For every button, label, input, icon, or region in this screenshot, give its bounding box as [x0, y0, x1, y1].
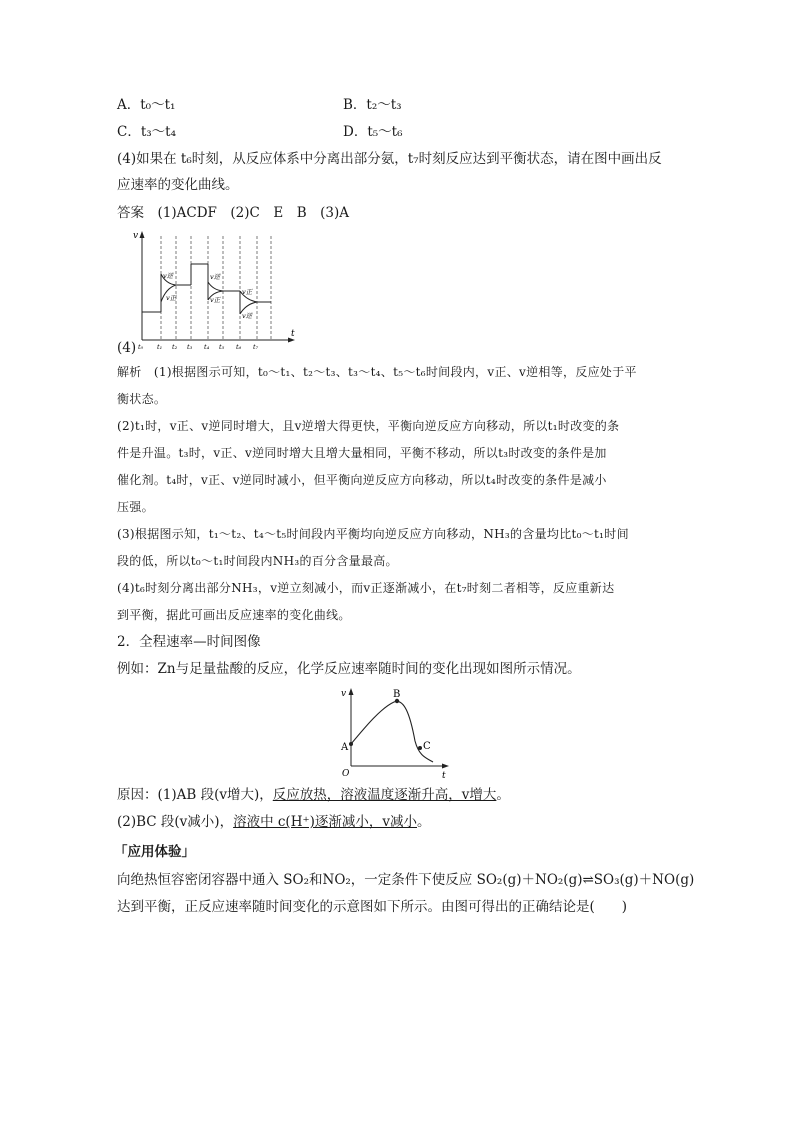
- analysis-p2-line3: 催化剂。t₄时，v正、v逆同时减小，但平衡向逆反应方向移动，所以t₄时改变的条件是减小: [117, 473, 607, 487]
- question-4-line1: (4)如果在 t₆时刻，从反应体系中分离出部分氨，t₇时刻反应达到平衡状态，请在图中画出反: [117, 151, 662, 167]
- reason-line2-underlined: 溶液中 c(H⁺)逐渐减小，v减小: [233, 814, 417, 830]
- graph2-x-arrow: [442, 764, 449, 769]
- rate-time-graph-1: [130, 228, 300, 352]
- analysis-p3-line2: 段的低，所以t₀～t₁时间段内NH₃的百分含量最高。: [117, 554, 398, 568]
- graph1-tick-t1: t₁: [157, 343, 163, 351]
- graph1-label-3: v逆: [210, 273, 221, 281]
- analysis-p3-line1: (3)根据图示知，t₁～t₂、t₄～t₅时间段内平衡均向逆反应方向移动，NH₃的含量均比t₀～t₁时间: [117, 527, 629, 541]
- reason-line2-prefix: (2)BC 段(v减小)，: [117, 814, 234, 830]
- answer-line: 答案 (1)ACDF (2)C E B (3)A: [117, 205, 349, 221]
- analysis-p1-line1: 解析 (1)根据图示可知，t₀～t₁、t₂～t₃、t₃～t₄、t₅～t₆时间段内，v正、v逆相等，反应处于平: [117, 365, 637, 379]
- experience-bracket-left: 「: [114, 844, 128, 860]
- experience-line1: 向绝热恒容密闭容器中通入 SO₂和NO₂，一定条件下使反应 SO₂(g)＋NO₂(g)⇌SO₃(g)＋NO(g): [117, 872, 695, 888]
- graph1-label-5: v正: [242, 288, 253, 296]
- graph2-x-label: t: [442, 771, 446, 780]
- graph2-y-arrow: [349, 688, 354, 695]
- experience-heading: [114, 842, 195, 862]
- graph1-label-4: v正: [210, 296, 221, 304]
- graph1-tick-t4: t₄: [204, 343, 210, 351]
- option-b: B．t₂～t₃: [343, 97, 402, 113]
- graph2-point-c-dot: [418, 746, 422, 750]
- section-2-title: 2．全程速率—时间图像: [117, 634, 261, 650]
- graph2-point-a-label: A: [341, 742, 349, 753]
- graph1-tick-t6: t₆: [236, 343, 242, 351]
- graph1-x-label: t: [291, 329, 295, 339]
- graph1-tick-t5: t₅: [219, 343, 225, 351]
- analysis-p4-line1: (4)t₆时刻分离出部分NH₃，v逆立刻减小，而v正逐渐减小，在t₇时刻二者相等，反应重新达: [117, 581, 615, 595]
- analysis-p2-line1: (2)t₁时，v正、v逆同时增大，且v逆增大得更快，平衡向逆反应方向移动，所以t₁时改变的条: [117, 419, 620, 433]
- experience-bracket-right: 」: [181, 844, 195, 860]
- reason-line1-suffix: 。: [496, 787, 510, 803]
- option-d: D．t₅～t₆: [343, 124, 403, 140]
- graph1-label-6: v逆: [242, 312, 253, 320]
- section-2-example: 例如：Zn与足量盐酸的反应，化学反应速率随时间的变化出现如图所示情况。: [117, 661, 581, 677]
- graph2-point-c-label: C: [423, 741, 431, 752]
- graph2-origin: O: [342, 769, 350, 779]
- question-4-line2: 应速率的变化曲线。: [117, 177, 239, 193]
- graph1-tick-t3: t₃: [187, 343, 193, 351]
- reason-line1-underlined: 反应放热，溶液温度逐渐升高，v增大: [272, 787, 497, 803]
- reason-line1-prefix: 原因：(1)AB 段(v增大)，: [117, 787, 273, 803]
- analysis-p2-line4: 压强。: [117, 500, 154, 514]
- graph1-label-1: v逆: [163, 272, 174, 280]
- option-c: C．t₃～t₄: [117, 124, 177, 140]
- graph1-v-forward-t4: [208, 282, 223, 291]
- rate-time-graph-2: [336, 686, 456, 780]
- experience-line2: 达到平衡，正反应速率随时间变化的示意图如下所示。由图可得出的正确结论是( ): [117, 899, 628, 915]
- graph1-tick-t7: t₇: [253, 343, 259, 351]
- graph1-tick-t2: t₂: [172, 343, 178, 351]
- graph2-curve: [351, 701, 433, 762]
- graph1-y-label: v: [133, 231, 139, 241]
- analysis-p2-line2: 件是升温。t₃时，v正、v逆同时增大且增大量相同，平衡不移动，所以t₃时改变的条件是加: [117, 446, 607, 460]
- reason-line2: [117, 812, 431, 832]
- graph2-point-b-label: B: [393, 689, 401, 700]
- graph1-label-2: v正: [166, 294, 177, 302]
- analysis-p4-line2: 到平衡，据此可画出反应速率的变化曲线。: [117, 608, 351, 622]
- analysis-p1-line2: 衡状态。: [117, 392, 167, 406]
- reason-line2-suffix: 。: [417, 814, 431, 830]
- graph1-y-arrow: [140, 231, 145, 238]
- graph1-label: (4): [117, 340, 137, 356]
- graph2-point-a-dot: [349, 742, 353, 746]
- graph2-y-label: v: [341, 689, 347, 699]
- graph1-tick-t0: t₀: [138, 343, 144, 351]
- reason-line1: [117, 785, 510, 805]
- experience-title: 应用体验: [127, 844, 182, 860]
- option-a: A．t₀～t₁: [117, 97, 176, 113]
